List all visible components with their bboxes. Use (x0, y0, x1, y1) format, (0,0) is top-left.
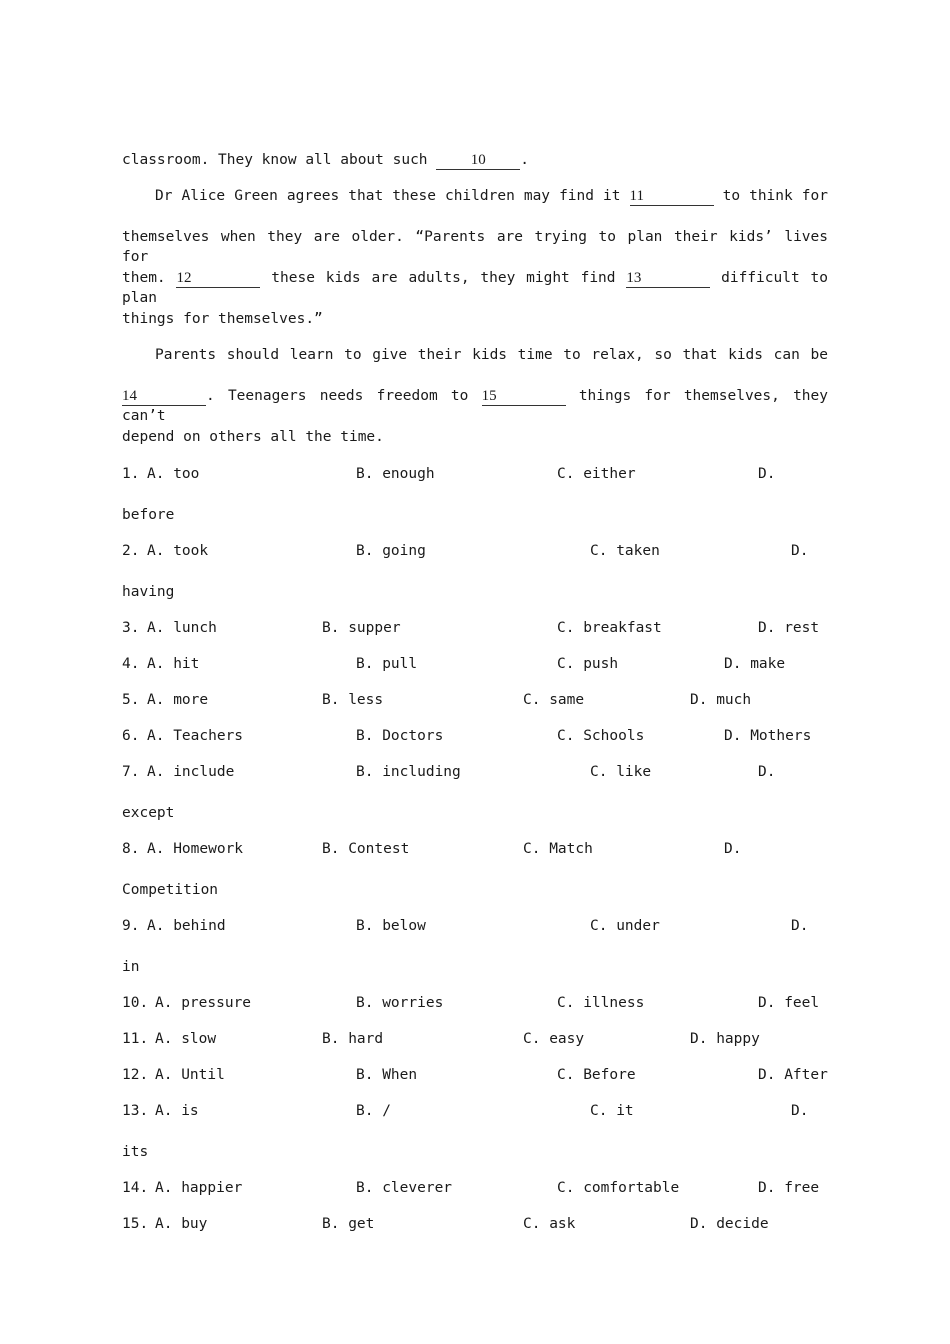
question-10-option-c: C. illness (557, 995, 645, 1011)
text-segment: Dr Alice Green agrees that these children may find it (155, 188, 621, 204)
question-10-option-a: A. pressure (155, 995, 252, 1011)
question-9-option-a: A. behind (147, 918, 226, 934)
question-14-option-a: A. happier (155, 1180, 243, 1196)
question-14-option-d: D. free (758, 1180, 820, 1196)
passage-line-7 (122, 386, 828, 426)
passage-line-1 (122, 150, 529, 170)
question-3-number: 3. (122, 620, 140, 636)
question-5-option-b: B. less (322, 692, 384, 708)
question-13-option-a: A. is (155, 1103, 199, 1119)
question-4-option-c: C. push (557, 656, 619, 672)
question-11-option-d: D. happy (690, 1031, 760, 1047)
question-5-option-d: D. much (690, 692, 752, 708)
question-3-option-c: C. breakfast (557, 620, 662, 636)
text-segment: difficult to plan (122, 270, 828, 306)
question-15-option-a: A. buy (155, 1216, 208, 1232)
passage-line-2 (155, 186, 828, 206)
question-2-option-b: B. going (356, 543, 426, 559)
question-6-option-c: C. Schools (557, 728, 645, 744)
question-10-number: 10. (122, 995, 149, 1011)
question-9-number: 9. (122, 918, 140, 934)
question-6-number: 6. (122, 728, 140, 744)
question-11-option-b: B. hard (322, 1031, 384, 1047)
question-8-option-b: B. Contest (322, 841, 410, 857)
blank-11: 11 (630, 188, 714, 206)
question-8-option-d: D. (724, 841, 742, 857)
question-12-option-a: A. Until (155, 1067, 225, 1083)
passage-line-4 (122, 268, 828, 308)
text-segment: them. (122, 270, 166, 286)
question-8-option-a: A. Homework (147, 841, 244, 857)
question-4-option-b: B. pull (356, 656, 418, 672)
blank-10: 10 (436, 152, 520, 170)
question-15-option-b: B. get (322, 1216, 375, 1232)
question-4-option-a: A. hit (147, 656, 200, 672)
question-8-option-c: C. Match (523, 841, 593, 857)
question-8-number: 8. (122, 841, 140, 857)
text-segment: . (520, 152, 530, 168)
question-7-option-c: C. like (590, 764, 652, 780)
passage-line-6: Parents should learn to give their kids time to relax, so that kids can be (155, 347, 828, 363)
text-segment: things for themselves, they can’t (122, 388, 828, 424)
blank-12: 12 (176, 270, 260, 288)
question-14-number: 14. (122, 1180, 149, 1196)
question-14-option-c: C. comfortable (557, 1180, 680, 1196)
question-13-number: 13. (122, 1103, 149, 1119)
passage-line-5: things for themselves.” (122, 311, 323, 327)
question-12-option-b: B. When (356, 1067, 418, 1083)
question-12-option-d: D. After (758, 1067, 828, 1083)
question-11-option-c: C. easy (523, 1031, 585, 1047)
passage-line-3: themselves when they are older. “Parents are trying to plan their kids’ lives for (122, 229, 828, 265)
blank-15: 15 (482, 388, 566, 406)
question-3-option-a: A. lunch (147, 620, 217, 636)
question-1-option-d-text: before (122, 507, 175, 523)
question-11-number: 11. (122, 1031, 149, 1047)
blank-14: 14 (122, 388, 206, 406)
text-segment: classroom. They know all about such (122, 152, 428, 168)
question-4-option-d: D. make (724, 656, 786, 672)
question-2-option-a: A. took (147, 543, 209, 559)
blank-13: 13 (626, 270, 710, 288)
question-1-option-d: D. (758, 466, 776, 482)
question-15-number: 15. (122, 1216, 149, 1232)
question-11-option-a: A. slow (155, 1031, 217, 1047)
question-5-option-a: A. more (147, 692, 209, 708)
question-12-option-c: C. Before (557, 1067, 636, 1083)
question-15-option-c: C. ask (523, 1216, 576, 1232)
question-13-option-c: C. it (590, 1103, 634, 1119)
question-13-option-b: B. / (356, 1103, 391, 1119)
question-2-option-d-text: having (122, 584, 175, 600)
question-9-option-d: D. (791, 918, 809, 934)
question-2-number: 2. (122, 543, 140, 559)
question-1-option-c: C. either (557, 466, 636, 482)
question-13-option-d-text: its (122, 1144, 149, 1160)
question-10-option-d: D. feel (758, 995, 820, 1011)
question-7-option-d-text: except (122, 805, 175, 821)
question-7-option-b: B. including (356, 764, 461, 780)
question-9-option-b: B. below (356, 918, 426, 934)
question-10-option-b: B. worries (356, 995, 444, 1011)
text-segment: . Teenagers needs freedom to (206, 388, 469, 404)
question-6-option-b: B. Doctors (356, 728, 444, 744)
question-7-option-a: A. include (147, 764, 235, 780)
question-6-option-a: A. Teachers (147, 728, 244, 744)
question-3-option-b: B. supper (322, 620, 401, 636)
question-3-option-d: D. rest (758, 620, 820, 636)
question-13-option-d: D. (791, 1103, 809, 1119)
passage-line-8: depend on others all the time. (122, 429, 384, 445)
question-1-option-b: B. enough (356, 466, 435, 482)
question-15-option-d: D. decide (690, 1216, 769, 1232)
question-5-option-c: C. same (523, 692, 585, 708)
question-6-option-d: D. Mothers (724, 728, 812, 744)
question-4-number: 4. (122, 656, 140, 672)
question-2-option-c: C. taken (590, 543, 660, 559)
question-1-number: 1. (122, 466, 140, 482)
text-segment: these kids are adults, they might find (271, 270, 616, 286)
question-1-option-a: A. too (147, 466, 200, 482)
question-7-number: 7. (122, 764, 140, 780)
question-5-number: 5. (122, 692, 140, 708)
question-14-option-b: B. cleverer (356, 1180, 453, 1196)
question-2-option-d: D. (791, 543, 809, 559)
question-12-number: 12. (122, 1067, 149, 1083)
question-9-option-c: C. under (590, 918, 660, 934)
question-9-option-d-text: in (122, 959, 140, 975)
question-8-option-d-text: Competition (122, 882, 219, 898)
question-7-option-d: D. (758, 764, 776, 780)
text-segment: to think for (722, 188, 828, 204)
